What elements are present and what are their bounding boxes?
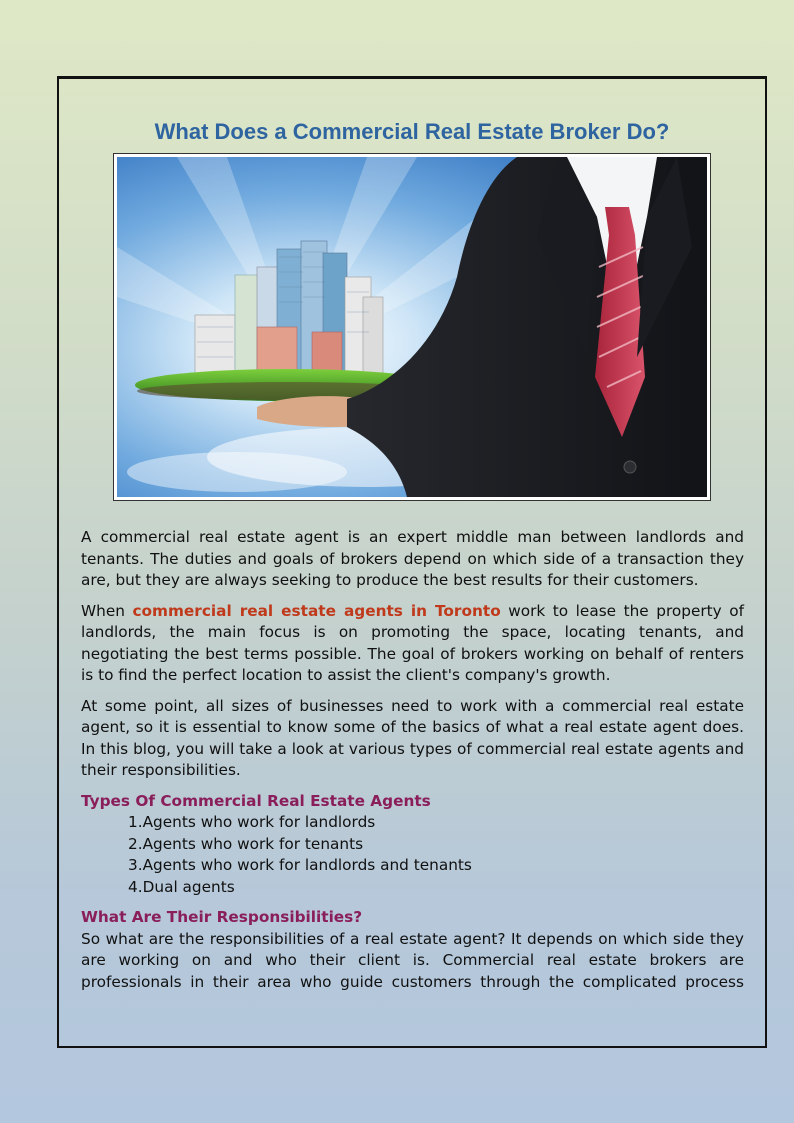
types-heading: Types Of Commercial Real Estate Agents <box>81 791 431 810</box>
toronto-agents-link[interactable]: commercial real estate agents in Toronto <box>132 601 501 620</box>
page-title: What Does a Commercial Real Estate Broker Do? <box>154 119 670 144</box>
list-item: 1.Agents who work for landlords <box>128 813 376 831</box>
paragraph-landlords <box>81 601 744 687</box>
paragraph-lead: When <box>81 601 133 620</box>
hero-image-frame <box>113 153 711 501</box>
article-body <box>81 527 744 1002</box>
list-item: 2.Agents who work for tenants <box>128 834 364 853</box>
list-item: 4.Dual agents <box>128 877 235 896</box>
document-frame <box>57 76 767 1048</box>
list-item: 3.Agents who work for landlords and tenants <box>128 856 472 874</box>
broker-holding-buildings-image <box>117 157 707 497</box>
responsibilities-paragraph: So what are the responsibilities of a real estate agent? It depends on which side they are working on and who their client is. Commercial real estate brokers are professionals in their area who guide customers through the complicated process <box>81 929 744 991</box>
paragraph-rest: work to lease the property of landlords, the main focus is on promoting the space, locating tenants, and negotiating the best terms possible. The goal of brokers working on behalf of renters is to find the perfect location to assist the client's company's growth. <box>81 601 744 684</box>
paragraph-businesses: At some point, all sizes of businesses need to work with a commercial real estate agent, so it is essential to know some of the basics of what a real estate agent does. In this blog, you will take a look at various types of commercial real estate agents and their responsibilities. <box>81 696 744 779</box>
intro-paragraph: A commercial real estate agent is an expert middle man between landlords and tenants. The duties and goals of brokers depend on which side of a transaction they are, but they are always seeking to produce the best results for their customers. <box>81 528 744 589</box>
agent-types-list <box>81 812 744 898</box>
responsibilities-heading: What Are Their Responsibilities? <box>81 908 363 926</box>
